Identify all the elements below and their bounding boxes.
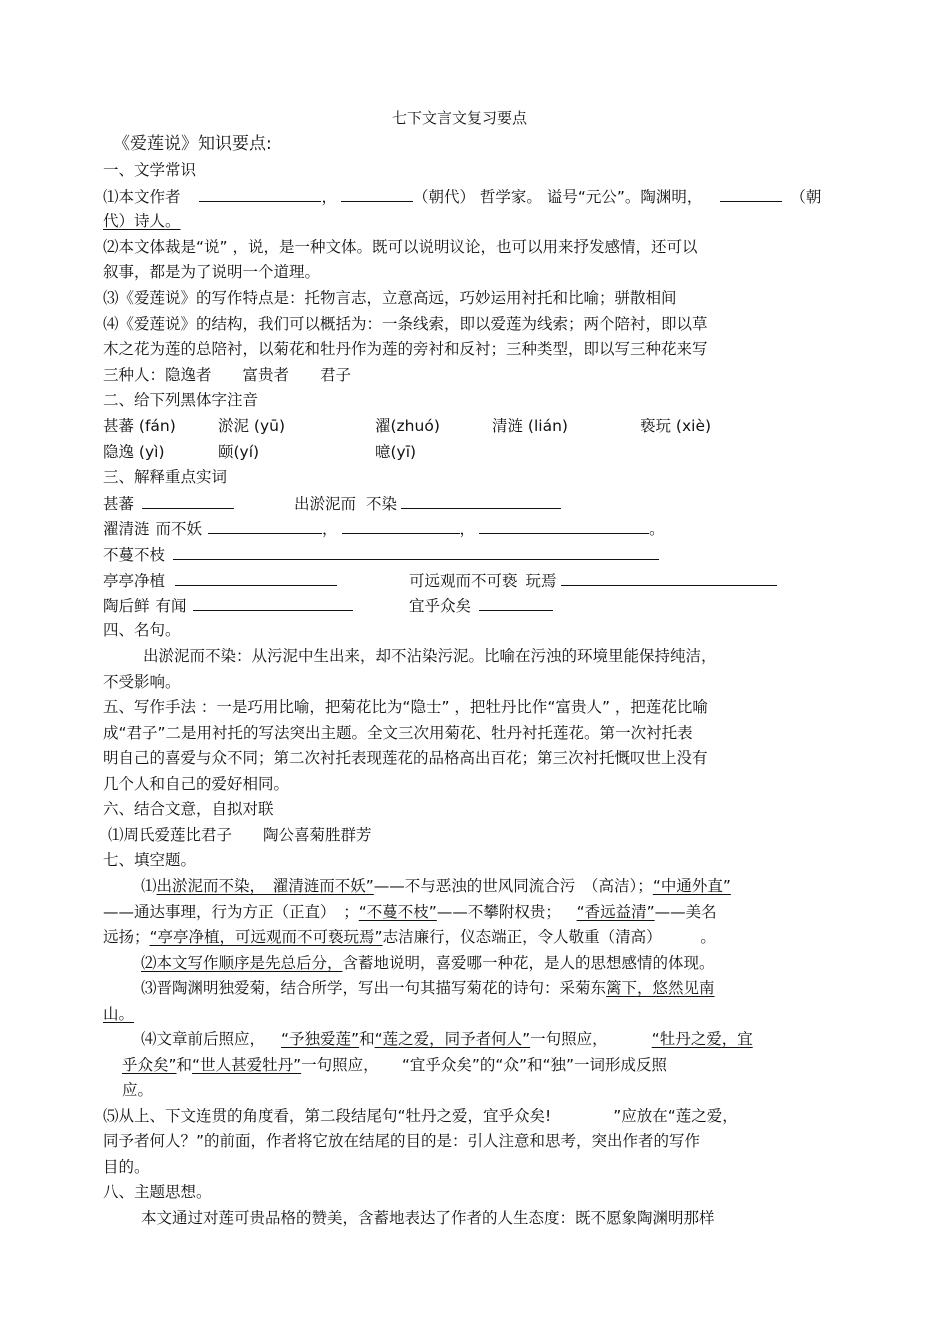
fill-line-11: 同予者何人？”的前面，作者将它放在结尾的目的是：引人注意和思考，突出作者的写作: [103, 1132, 701, 1150]
fill-line-2: [103, 901, 717, 923]
fill-answer: “世人甚爱牡丹”: [192, 1056, 302, 1074]
q1-text-a: ⑴本文作者: [103, 188, 181, 206]
vocab-row-4b: [409, 569, 777, 592]
vocab-word: 有闻: [155, 597, 187, 615]
vocab-row-4: [103, 569, 337, 592]
vocab-blank: [193, 594, 353, 611]
fill-line-9: 应。: [122, 1081, 154, 1099]
fill-answer: ⑵本文写作顺序是先总后分，: [141, 954, 343, 972]
doc-title: 七下文言文复习要点: [392, 109, 528, 127]
vocab-word: 不蔓不枝: [103, 546, 166, 564]
fill-text: 和: [359, 1030, 375, 1048]
vocab-word: 甚蕃: [103, 495, 135, 513]
q3-line: ⑶《爱莲说》的写作特点是：托物言志，立意高远，巧妙运用衬托和比喻；骈散相间: [103, 289, 677, 307]
section-heading-6: 六、结合文意，自拟对联: [103, 800, 274, 818]
vocab-row-5: [103, 594, 353, 617]
technique-line-3: 明自己的喜爱与众不同；第二次衬托表现莲花的品格高出百花；第三次衬托慨叹世上没有: [103, 749, 708, 767]
fill-line-4: [141, 952, 715, 974]
technique-line-4: 几个人和自己的爱好相同。: [103, 775, 290, 793]
section-heading-1: 一、文学常识: [103, 161, 197, 179]
section-heading-4: 四、名句。: [103, 621, 181, 639]
fill-line-10: ⑸从上、下文连贯的角度看，第二段结尾句“牡丹之爱，宜乎众矣! ”应放在“莲之爱，: [103, 1107, 738, 1125]
fill-answer: 乎众矣”: [122, 1056, 177, 1074]
fill-answer: 出淤泥而不染， 濯清涟而不妖”: [156, 877, 374, 895]
fill-text: 一句照应，: [530, 1030, 608, 1048]
pinyin-item: 甚蕃 (fán): [103, 417, 176, 435]
section-heading-2: 二、给下列黑体字注音: [103, 391, 259, 409]
vocab-word: 濯清涟: [103, 520, 150, 538]
vocab-blank: [175, 569, 337, 586]
vocab-word: 而不妖: [155, 520, 203, 538]
pinyin-item: 隐逸 (yì): [103, 443, 165, 461]
fill-answer: “牡丹之爱，宜: [651, 1030, 753, 1048]
q4-line1: ⑷《爱莲说》的结构，我们可以概括为：一条线索，即以爱莲为线索；两个陪衬，即以草: [103, 315, 708, 333]
q2-line1: ⑵本文体裁是“说” ，说，是一种文体。既可以说明议论，也可以用来抒发感情，还可以: [103, 238, 698, 256]
q1-line2: [103, 210, 181, 232]
fill-answer: 山。: [103, 1005, 135, 1023]
blank-tao-dynasty: [720, 185, 782, 202]
vocab-comma: ，: [459, 520, 476, 538]
fill-text: 和: [176, 1056, 193, 1074]
pinyin-item: 濯(zhuó): [375, 417, 440, 435]
fill-answer: “予独爱莲”: [281, 1030, 360, 1048]
fill-text: ——不与恶浊的世风同流合污 （高洁）；: [373, 877, 653, 895]
vocab-word: 不染: [366, 495, 398, 513]
fill-line-3: [103, 926, 716, 948]
fill-text: 远扬；: [103, 928, 150, 946]
vocab-row-1: [103, 492, 234, 515]
section-heading-7: 七、填空题。: [103, 851, 197, 869]
blank-author: [199, 185, 321, 202]
q1-text-b: （朝代） 哲学家。 谥号“元公”。陶渊明，: [412, 188, 703, 206]
famous-line-2: 不受影响。: [103, 673, 181, 691]
fill-num: ⑴: [141, 877, 157, 895]
vocab-row-1b: [294, 492, 561, 515]
fill-answer: 篱下，悠然见南: [606, 979, 715, 997]
vocab-row-3: [103, 543, 659, 566]
theme-line-1: 本文通过对莲可贵品格的赞美，含蓄地表达了作者的人生态度：既不愿象陶渊明那样: [141, 1209, 715, 1227]
fill-text: ——美名: [654, 903, 717, 921]
fill-answer: “不蔓不枝”: [358, 903, 437, 921]
vocab-blank: [401, 492, 561, 509]
q1-line1: [103, 185, 821, 208]
pinyin-item: 颐(yí): [218, 443, 260, 461]
fill-answer: “亭亭净植，可远观而不可亵玩焉”: [149, 928, 383, 946]
vocab-blank: [561, 569, 777, 586]
q1-comma: ，: [321, 188, 337, 206]
q1-text-c: （朝: [790, 188, 822, 206]
fill-line-7: [141, 1028, 753, 1050]
fill-line-8: [122, 1054, 667, 1076]
technique-line-1: 五、写作手法 ：一是巧用比喻，把菊花比为“隐士” ，把牡丹比作“富贵人” ，把莲花比喻: [103, 698, 708, 716]
q2-line2: 叙事，都是为了说明一个道理。: [103, 263, 321, 281]
vocab-word: 玩焉: [525, 572, 557, 590]
section-heading-3: 三、解释重点实词: [103, 468, 228, 486]
fill-text: ——通达事理，行为方正（正直） ；: [103, 903, 359, 921]
fill-line-5: [141, 977, 763, 999]
fill-text: 一句照应， “宜乎众矣”的“众”和“独”一词形成反照: [301, 1056, 668, 1074]
vocab-word: 宜乎众矣: [409, 597, 472, 615]
vocab-blank: [342, 517, 460, 534]
fill-answer: “莲之爱，同予者何人”: [374, 1030, 531, 1048]
fill-line-6: [103, 1003, 134, 1025]
vocab-word: 可远观而不可亵: [409, 572, 518, 590]
fill-answer: “香远益清”: [576, 903, 655, 921]
pinyin-item: 淤泥 (yū): [218, 417, 286, 435]
pinyin-item: 噫(yī): [375, 443, 417, 461]
q4-line3: 三种人：隐逸者 富贵者 君子: [103, 366, 352, 384]
vocab-comma: ，: [322, 520, 338, 538]
fill-text: ⑷文章前后照应，: [141, 1030, 266, 1048]
technique-line-2: 成“君子”二是用衬托的写法突出主题。全文三次用菊花、牡丹衬托莲花。第一次衬托表: [103, 724, 693, 742]
vocab-row-2: [103, 517, 665, 540]
pinyin-item: 清涟 (lián): [492, 417, 568, 435]
vocab-blank: [173, 543, 659, 560]
fill-answer: “中通外直”: [652, 877, 731, 895]
fill-text: ——不攀附权贵；: [436, 903, 569, 921]
vocab-word: 出淤泥而: [294, 495, 357, 513]
doc-subtitle: 《爱莲说》知识要点:: [113, 134, 272, 154]
vocab-blank: [479, 594, 553, 611]
fill-text: 志洁廉行，仪态端正，令人敬重（清高） 。: [382, 928, 716, 946]
vocab-blank: [479, 517, 649, 534]
vocab-row-5b: [409, 594, 553, 617]
fill-text: 含蓄地说明，喜爱哪一种花，是人的思想感情的体现。: [342, 954, 715, 972]
q1-text-d: 代）诗人。: [103, 212, 181, 230]
vocab-blank: [208, 517, 322, 534]
couplet-line: ⑴周氏爱莲比君子 陶公喜菊胜群芳: [108, 826, 372, 844]
fill-line-12: 目的。: [103, 1158, 150, 1176]
pinyin-item: 亵玩 (xiè): [640, 417, 712, 435]
section-heading-8: 八、主题思想。: [103, 1183, 212, 1201]
fill-line-1: [141, 875, 731, 897]
vocab-word: 亭亭净植: [103, 572, 166, 590]
vocab-word: 陶后鲜: [103, 597, 150, 615]
vocab-end: 。: [649, 520, 665, 538]
fill-text: ⑶晋陶渊明独爱菊，结合所学，写出一句其描写菊花的诗句：采菊东: [141, 979, 607, 997]
vocab-blank: [142, 492, 234, 509]
q4-line2: 木之花为莲的总陪衬，以菊花和牡丹作为莲的旁衬和反衬；三种类型，即以写三种花来写: [103, 340, 708, 358]
blank-dynasty: [341, 185, 413, 202]
famous-line-1: 出淤泥而不染：从污泥中生出来，却不沾染污泥。比喻在污浊的环境里能保持纯洁，: [143, 647, 717, 665]
